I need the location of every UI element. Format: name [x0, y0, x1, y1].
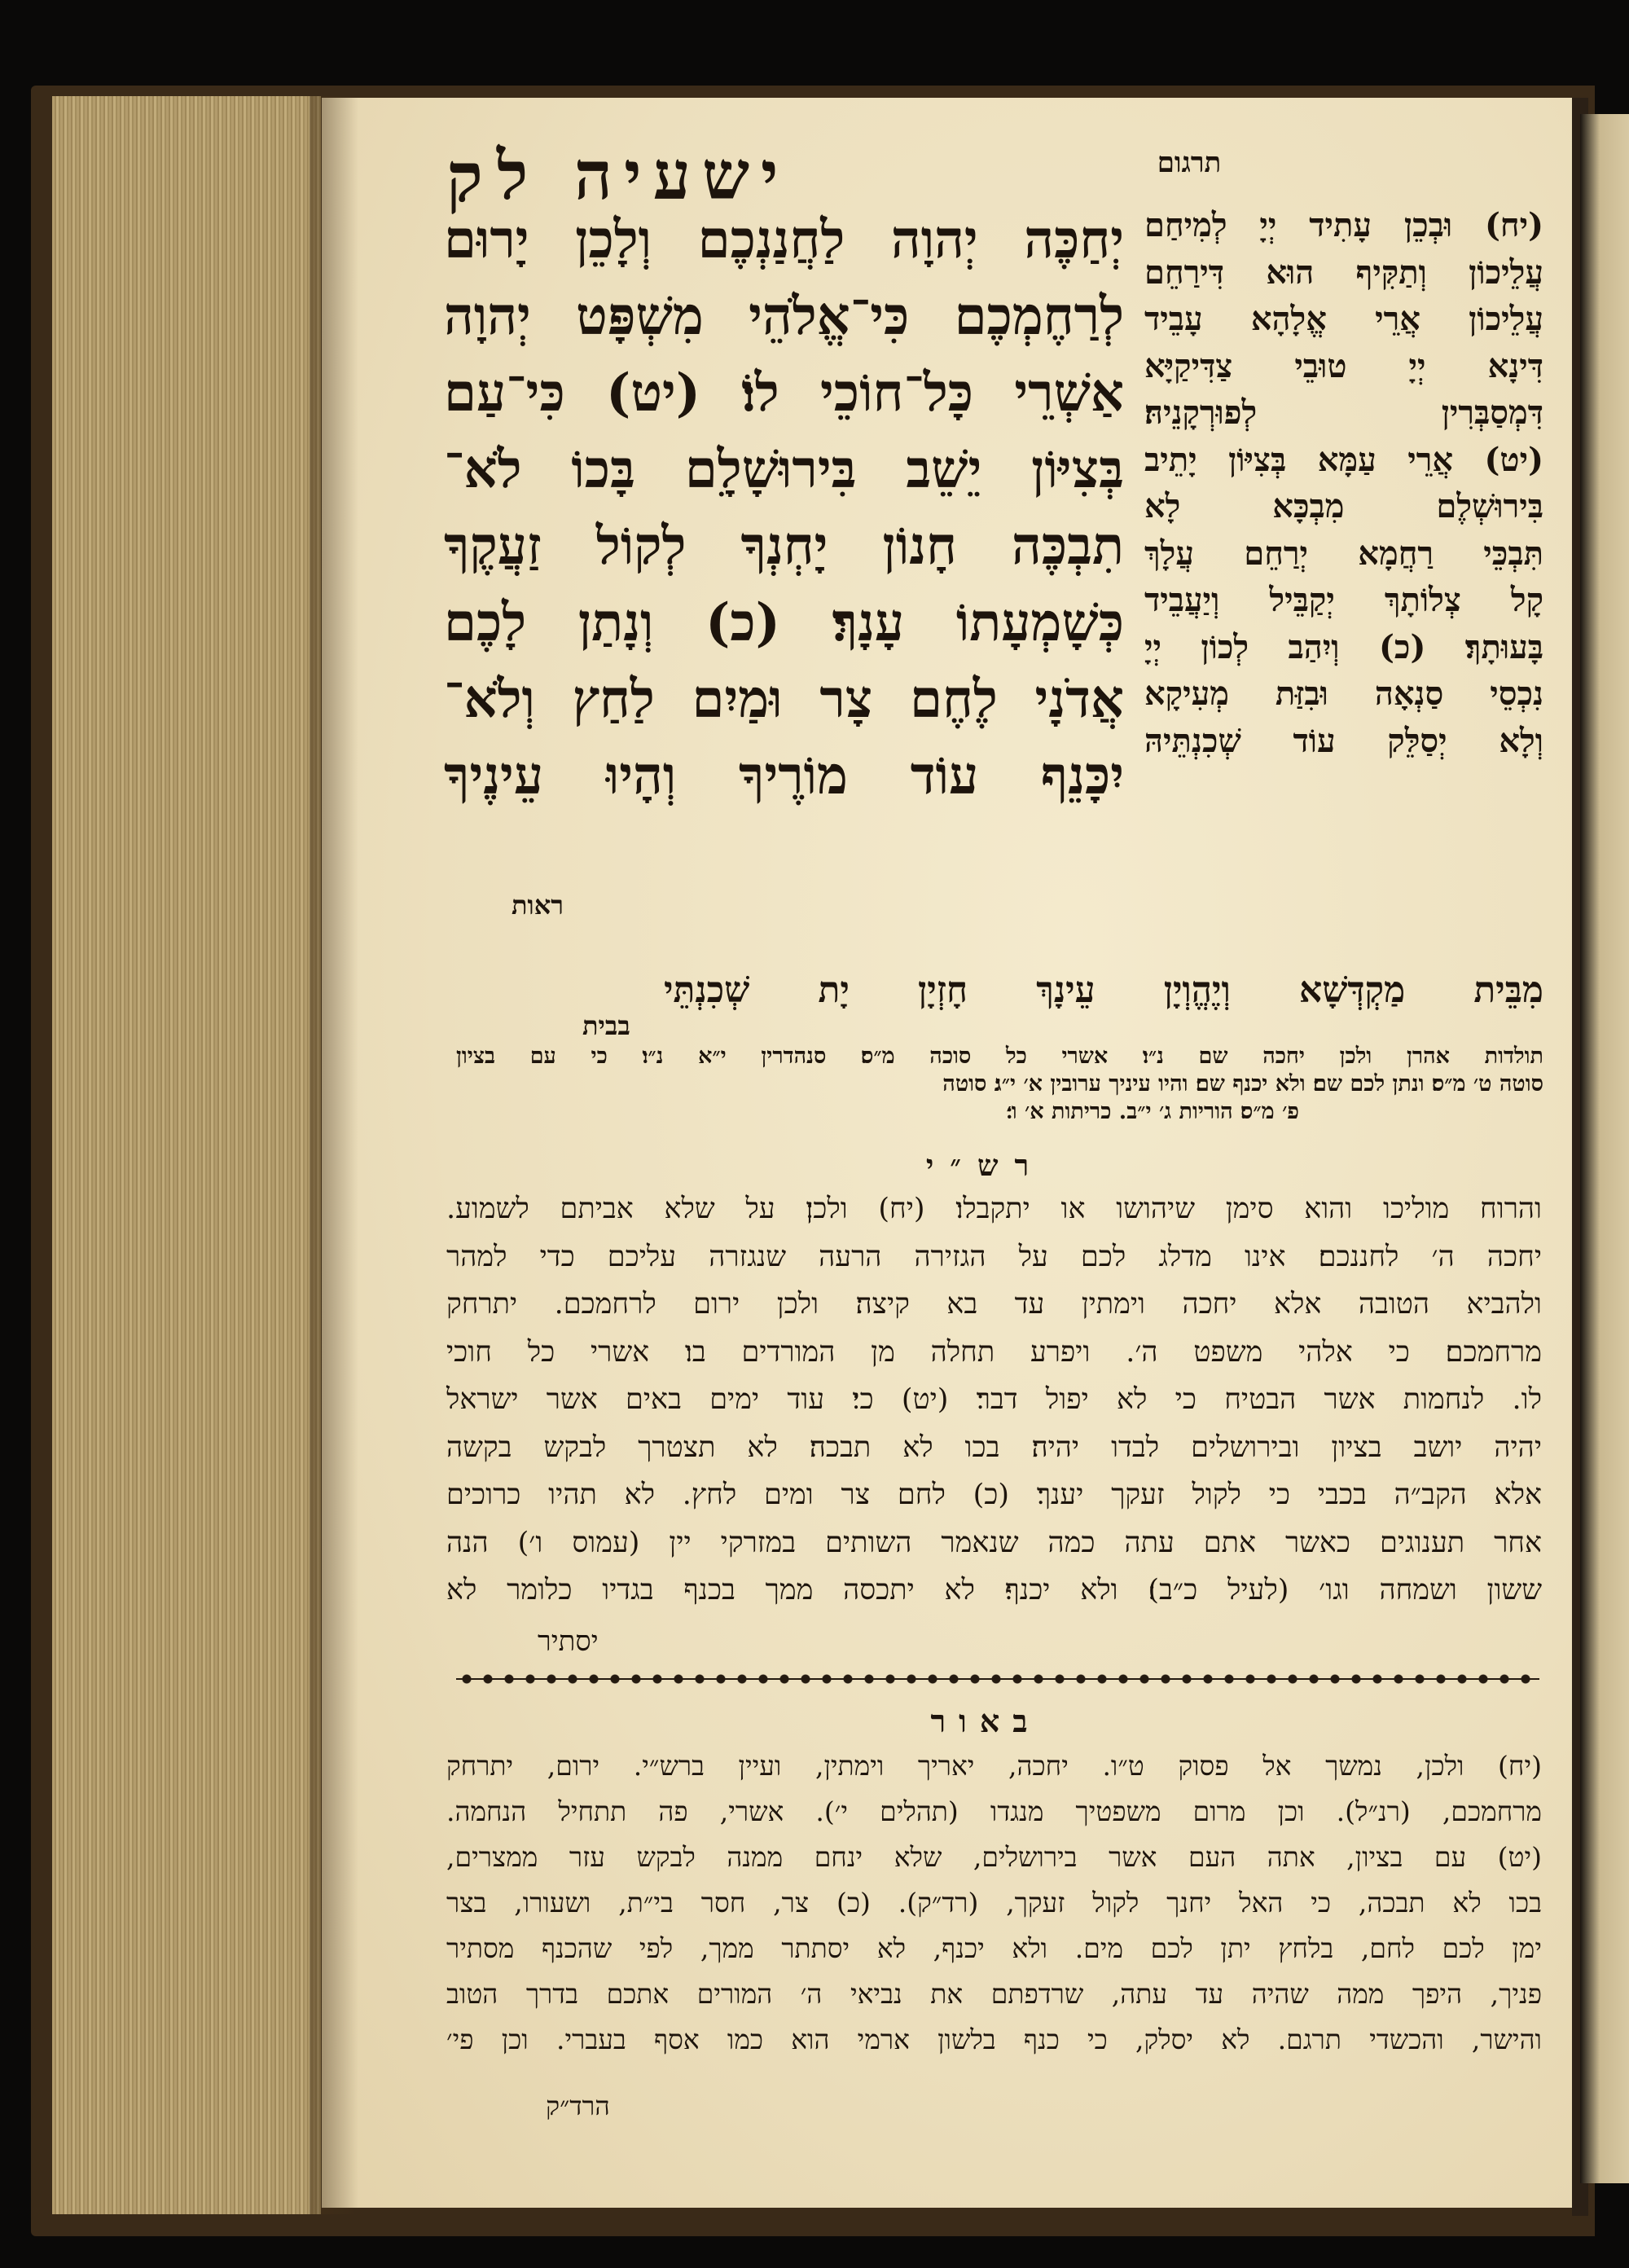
rashi-line: יהיה יושב בציון ובירושלים לבדו יהיה׃ בכו לא תבכה׃ לא תצטרך לבקש בקשה — [446, 1431, 1542, 1464]
biur-catchword: הרד״ק — [546, 2090, 610, 2121]
rashi-line: יחכה ה׳ לחננכם׃ אינו מדלג לכם על הגזירה הרעה שנגזרה עליכם כדי למהר — [446, 1240, 1542, 1273]
scripture-line: בְּצִיּוֹן יֵשֵׁב בִּירוּשָׁלָ͏ִם בָּכוֹ לֹא־ — [444, 439, 1124, 500]
rashi-line: ששון ושמחה וגו׳ (לעיל כ״ב)׃ ולא יכנף׃ לא יתכסה ממך בכנף בגדיו כלומר לא — [446, 1574, 1542, 1606]
reference-line: סוטה ט׳ מ״ס׃ ונתן לכם שם׃ ולא יכנף שם׃ והיו עיניך ערובין א׳ י״ג׃ סוטה — [942, 1071, 1543, 1097]
rashi-line: אלא הקב״ה בכבי כי לקול זעקך יענך׃ (כ) לחם צר ומים לחץ. לא תהיו כרוכים — [446, 1479, 1542, 1511]
rashi-line: לו. לנחמות אשר הבטיח כי לא יפול דבר׃ (יט) כי׃ עוד ימים באים אשר ישראל — [446, 1383, 1542, 1416]
biur-line: מרחמכם, (רנ״ל). וכן מרום משפטיך מנגדו (תהלים י׳). אשרי, פה תתחיל הנחמה. — [446, 1796, 1542, 1827]
scripture-catchword: ראות — [512, 890, 564, 921]
page-edges — [52, 96, 321, 2214]
reference-line: פ׳ מ״ס׃ הוריות ג׳ י״ב. כריתות א׳ ו׳׃ — [1006, 1099, 1299, 1124]
biur-line: והישר, והכשדי תרגם. לא יסלק, כי כנף בלשון ארמי הוא כמו אסף בעברי. וכן פי׳ — [446, 2024, 1542, 2055]
running-head-targum: תרגום — [1157, 147, 1222, 179]
rashi-line: אחר תענוגים כאשר אתם עתה כמה שנאמר השותים במזרקי יין (עמוס ו׳) הנה — [446, 1526, 1542, 1559]
targum-catchword: בבית — [582, 1010, 630, 1041]
targum-line: דִּמְסַבְּרִין לְפוּרְקָנֵיהּ׃ — [1144, 393, 1543, 432]
scripture-line: יִכָּנֵף עוֹד מוֹרֶיךָ וְהָיוּ עֵינֶיךָ — [444, 745, 1124, 807]
gutter-shadow — [310, 96, 358, 2214]
rashi-commentary — [446, 1185, 1542, 1615]
biur-line: בכו לא תבכה, כי האל יחנך לקול זעקך, (רד״ק). (כ) צר, חסר בי״ת, ושעורו, בצר — [446, 1887, 1542, 1919]
rashi-line: והרוח מוליכו והוא סימן שיהושו או יתקבלו׃ (יח) ולכן׃ על שלא אביתם לשמוע. — [446, 1193, 1542, 1225]
running-head-book: ישעיה ל — [497, 137, 790, 215]
scripture-line: תִבְכֶּה חָנוֹן יָחְנְךָ לְקוֹל זַעֲקֶךָ — [444, 516, 1124, 577]
toldot-aharon-references — [456, 1043, 1543, 1126]
scripture-line: לְרַחֶמְכֶם כִּי־אֱלֹהֵי מִשְׁפָּט יְהוָה — [444, 286, 1124, 347]
scripture-line: אֲדֹנָי לֶחֶם צָר וּמַיִם לַחַץ וְלֹא־ — [444, 669, 1124, 730]
reference-line: תולדות אהרן ולכן יחכה שם נ״ו׃ אשרי כל סוכה מ״ס׃ סנהדרין י״א נ״ו׃ כי עם בציון — [456, 1044, 1543, 1069]
targum-line: תִּבְכֵּי רַחֲמָא יְרַחֵם עֲלָךְ — [1144, 534, 1543, 573]
targum-line: עֲלֵיכוֹן אֲרֵי אֱלָהָא עָבֵיד — [1144, 300, 1543, 338]
scripture-line: כְּשָׁמְעָתוֹ עָנָךְ׃ (כ) וְנָתַן לָכֶם — [444, 592, 1124, 653]
scripture-line: יְחַכֶּה יְהוָה לַחֲנַנְכֶם וְלָכֵן יָרוּם — [444, 209, 1124, 270]
targum-line: דִּינָא יְיָ טוּבֵי צַדִּיקַיָּא — [1144, 346, 1543, 385]
biur-line: (יח) ולכן, נמשך אל פסוק ט״ו. יחכה, יאריך וימתין, ועיין ברש״י. ירום, יתרחק — [446, 1750, 1542, 1782]
rashi-line: מרחמכם׃ כי אלהי משפט ה׳. ויפרע תחלה מן המורדים בו׃ אשרי כל חוכי — [446, 1335, 1542, 1369]
ornamental-divider — [456, 1668, 1539, 1690]
folio-number: ק — [446, 137, 483, 218]
biur-heading: באור — [930, 1703, 1041, 1739]
targum-full-width-line: מִבֵּית מַקְדְּשָׁא וְיֶהֱוְיָן עֵינָךְ חָזְיָן יָת שְׁכִנְתֵּי — [664, 969, 1543, 1011]
targum-line: בִּירוּשְׁלֶם מִבְכָּא לָא — [1144, 487, 1543, 525]
next-leaf — [1580, 114, 1629, 2183]
biur-line: (יט) עם בציון, אתה העם אשר בירושלים, שלא ינחם ממנה לבקש עזר ממצרים, — [446, 1841, 1542, 1873]
scripture-line: אַשְׁרֵי כָּל־חוֹכֵי לוֹ׃ (יט) כִּי־עַם — [444, 363, 1124, 424]
rashi-line: ולהביא הטובה אלא יחכה וימתין עד בא קיצה׃ ולכן ירום לרחמכם. יתרחק — [446, 1288, 1542, 1321]
biur-line: ימן לכם לחם, בלחץ יתן לכם מים. ולא יכנף, לא יסתתר ממך, לפי שהכנף מסתיר — [446, 1932, 1542, 1964]
targum-line: (יט) אֲרֵי עַמָּא בְּצִיּוֹן יָתֵיב — [1144, 440, 1543, 479]
biur-commentary — [446, 1743, 1542, 2063]
rashi-catchword: יסתיר — [538, 1625, 599, 1658]
rashi-heading: רש״י — [925, 1149, 1046, 1183]
targum-column — [1144, 202, 1543, 764]
scripture-text — [444, 202, 1124, 815]
targum-line: נִכְסֵי סַנְאָה וּבִזַּת מְעִיקָא — [1144, 675, 1543, 713]
targum-line: קָל צְלוֹתָךְ יְקַבֵּיל וְיַעֲבֵיד — [1144, 581, 1543, 619]
targum-line: בָּעוּתָךְ׃ (כ) וְיִהַב לְכוֹן יְיָ — [1144, 627, 1543, 666]
targum-line: וְלָא יְסַלֵּק עוֹד שְׁכִנְתֵּיהּ — [1144, 721, 1543, 760]
targum-line: עֲלֵיכוֹן וְתַקִּיף הוּא דִּירַחֵם — [1144, 253, 1543, 292]
targum-line: (יח) וּבְכֵן עָתִיד יְיָ לְמִיחַם — [1144, 206, 1543, 244]
biur-line: פניך, היפך ממה שהיה עד עתה, שרדפתם את נביאי ה׳ המורים אתכם בדרך הטוב — [446, 1978, 1542, 2010]
